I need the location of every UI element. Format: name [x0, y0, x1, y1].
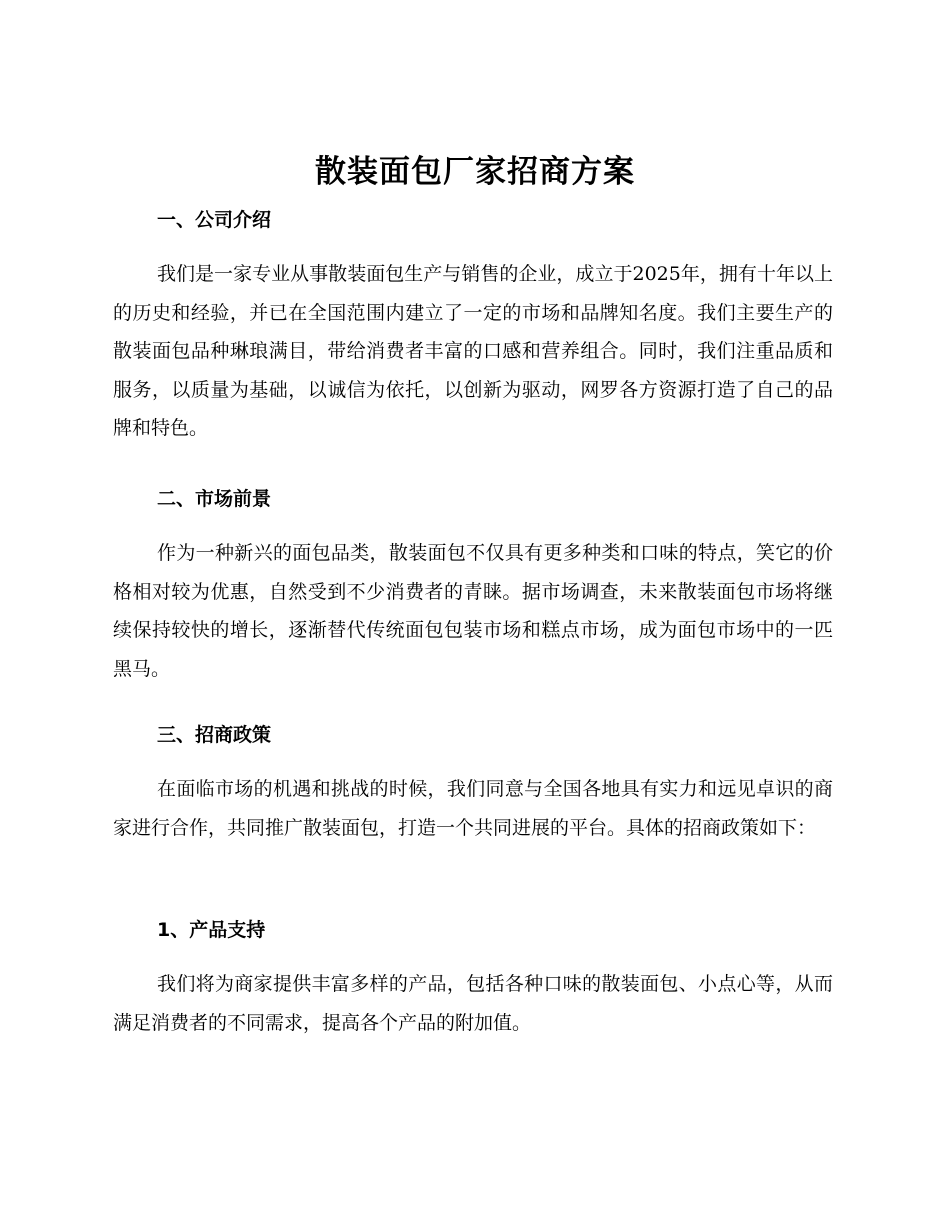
section-paragraph-product-support: 我们将为商家提供丰富多样的产品，包括各种口味的散装面包、小点心等，从而满足消费者的不同需求，提高各个产品的附加值。	[113, 973, 833, 1034]
document-title: 散装面包厂家招商方案	[315, 154, 635, 190]
section-paragraph-investment-policy: 在面临市场的机遇和挑战的时候，我们同意与全国各地具有实力和远见卓识的商家进行合作，共同推广散装面包，打造一个共同进展的平台。具体的招商政策如下：	[113, 778, 833, 839]
section-paragraph-market-outlook: 作为一种新兴的面包品类，散装面包不仅具有更多种类和口味的特点，笑它的价格相对较为优惠，自然受到不少消费者的青睐。据市场调查，未来散装面包市场将继续保持较快的增长，逐渐替代传统面包包装市场和糕点市场，成为面包市场中的一匹黑马。	[113, 542, 833, 680]
section-heading-investment-policy: 三、招商政策	[157, 724, 272, 746]
section-paragraph-company-intro: 我们是一家专业从事散装面包生产与销售的企业，成立于2025年，拥有十年以上的历史和经验，并已在全国范围内建立了一定的市场和品牌知名度。我们主要生产的散装面包品种琳琅满目，带给消费者丰富的口感和营养组合。同时，我们注重品质和服务，以质量为基础，以诚信为依托，以创新为驱动，网罗各方资源打造了自己的品牌和特色。	[113, 263, 833, 440]
section-heading-market-outlook: 二、市场前景	[157, 488, 272, 510]
section-heading-company-intro: 一、公司介绍	[157, 209, 272, 231]
section-heading-product-support: 1、产品支持	[157, 919, 266, 941]
